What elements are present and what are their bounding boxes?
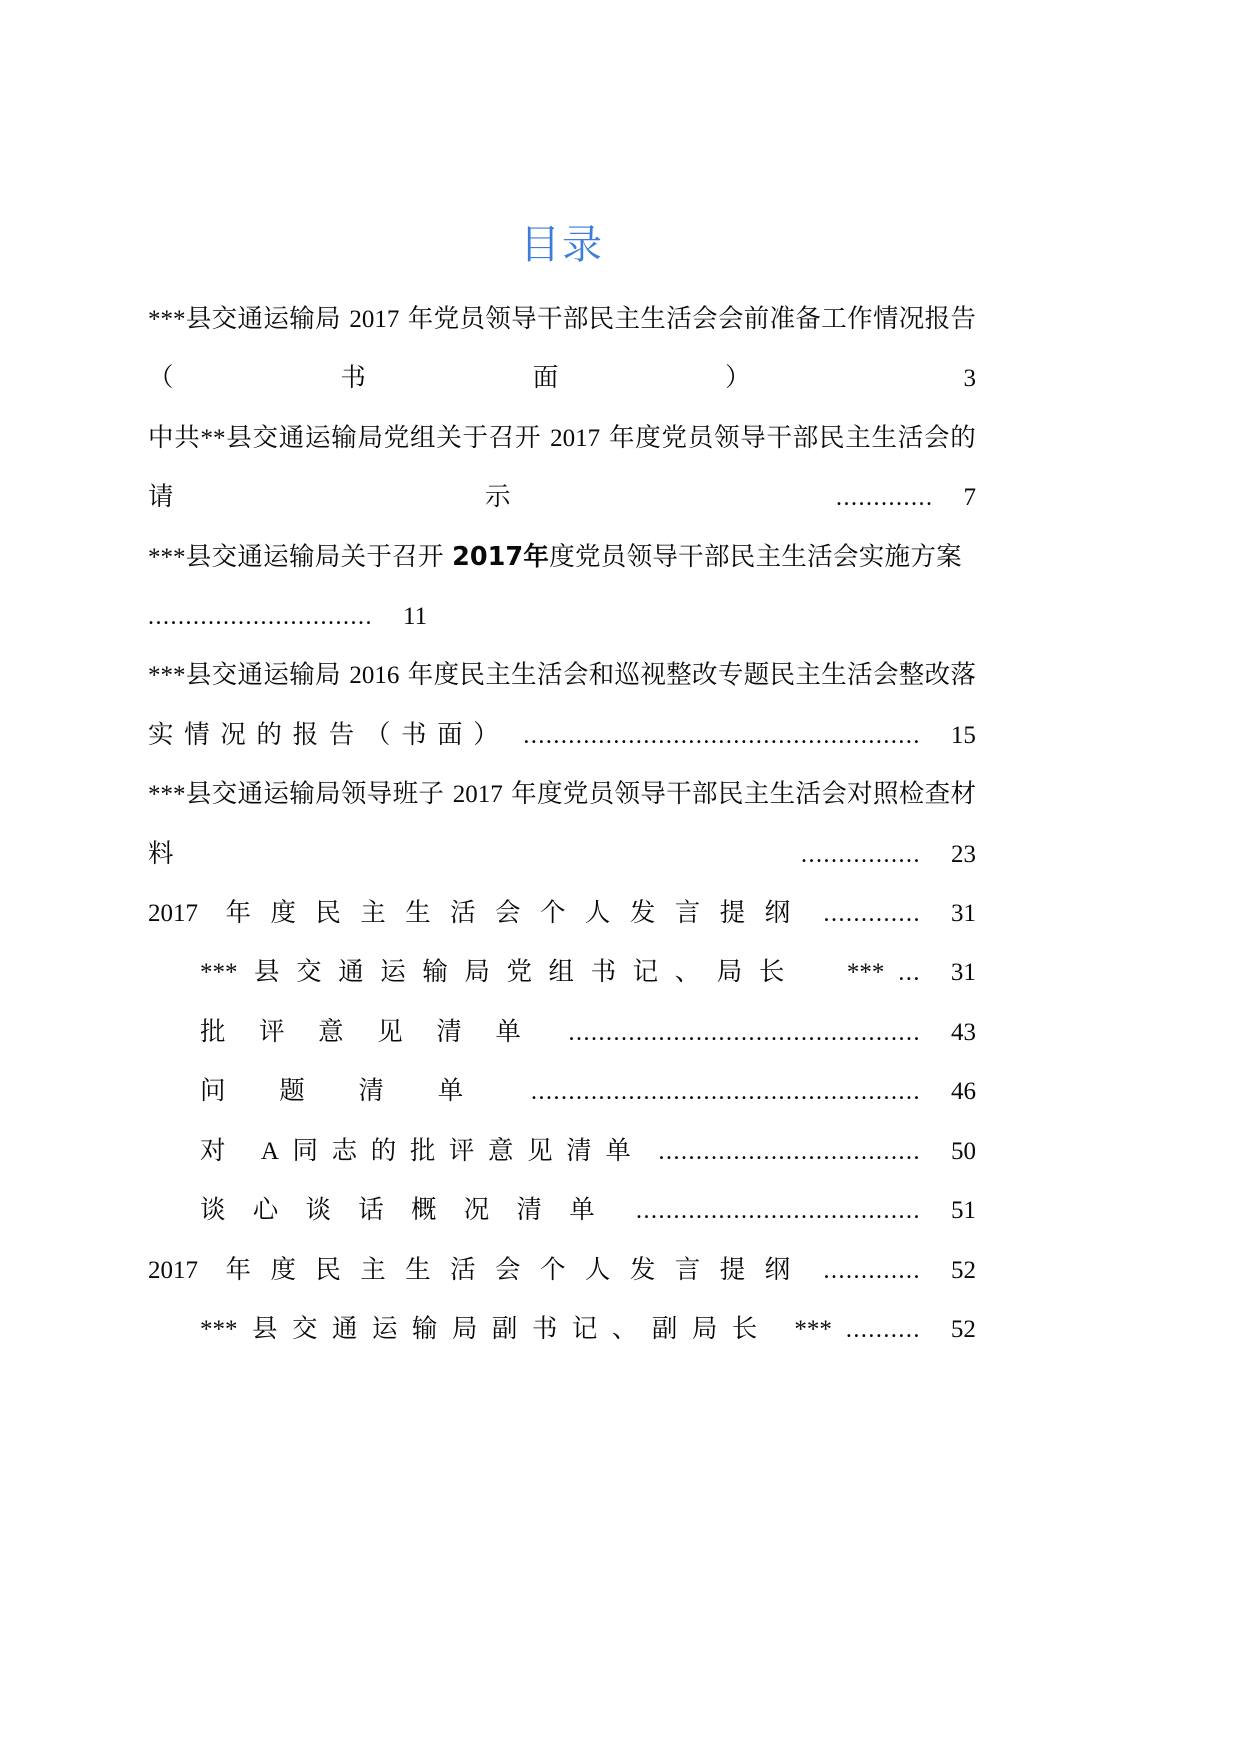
toc-entry-label: ***县交通运输局党组书记、局长 [200,957,801,988]
toc-entry[interactable] [148,646,976,765]
toc-entry-label: ***县交通运输局 2017 年党员领导干部民主生活会会前准备工作情况报告（书面） [148,304,976,394]
toc-page-number: 15 [950,721,976,749]
toc-entry[interactable] [148,290,976,409]
toc-page-number: 43 [950,1018,976,1046]
toc-entry-label: 谈心谈话概况清单 [200,1195,622,1226]
toc-entry[interactable] [148,943,976,1002]
toc-leader-dots: .............................. [148,604,373,631]
toc-entry-trailing-stars: *** [846,959,885,987]
toc-entry[interactable] [148,1181,976,1240]
toc-leader-dots: ... [898,960,921,987]
toc-entry[interactable] [148,409,976,528]
toc-entry[interactable] [148,1003,976,1062]
toc-entry[interactable] [148,1062,976,1121]
toc-page-number: 31 [950,959,976,987]
toc-entry-label: ***县交通运输局 2016 年度民主生活会和巡视整改专题民主生活会整改落实情况的报告（书面） [148,660,976,750]
toc-entry[interactable] [148,1241,976,1300]
toc-page-number: 7 [963,484,976,512]
toc-page-number: 46 [951,1078,976,1106]
toc-page-number: 3 [963,365,976,393]
toc-leader-dots: ................ [801,841,921,868]
toc-entry[interactable] [148,1300,976,1359]
toc-entry[interactable] [148,1122,976,1181]
toc-page-number: 51 [951,1197,976,1225]
toc-page-number: 31 [951,900,976,928]
toc-entry[interactable] [148,528,976,647]
toc-entry[interactable] [148,765,976,884]
toc-page-number: 23 [951,840,976,868]
toc-leader-dots: ..................................................... [523,722,921,749]
toc-leader-dots: ...................................... [636,1198,921,1225]
toc-entry-label: 问题清单 [200,1076,517,1107]
toc-page-number: 11 [403,603,428,631]
toc-leader-dots: ............. [823,901,921,928]
toc-entry-list [148,290,976,1359]
toc-entry[interactable] [148,884,976,943]
toc-entry-label: 批评意见清单 [200,1016,555,1047]
toc-leader-dots: ............. [836,485,934,512]
toc-page-number: 50 [950,1137,976,1165]
toc-entry-label: ***县交通运输局关于召开 2017年度党员领导干部民主生活会实施方案 [148,541,962,572]
toc-entry-label: 对 A同志的批评意见清单 [200,1135,645,1166]
toc-entry-label: 2017 年度民主生活会个人发言提纲 [148,1254,810,1285]
toc-leader-dots: ............. [823,1257,921,1284]
toc-entry-label: 中共**县交通运输局党组关于召开 2017 年度党员领导干部民主生活会的请示 [148,422,976,513]
toc-leader-dots: .................................................... [531,1079,921,1106]
toc-page-number: 52 [950,1315,976,1343]
toc-leader-dots: ............................................... [568,1019,921,1046]
toc-content [148,218,976,1359]
toc-entry-label: ***县交通运输局领导班子 2017 年度党员领导干部民主生活会对照检查材料 [148,779,976,869]
toc-page-number: 52 [951,1256,976,1284]
toc-entry-label: 2017 年度民主生活会个人发言提纲 [148,898,810,929]
page-title: 目录 [520,222,604,268]
toc-leader-dots: .......... [845,1316,921,1343]
toc-entry-label: ***县交通运输局副书记、副局长 *** [200,1313,832,1344]
toc-leader-dots: ................................... [658,1138,921,1165]
